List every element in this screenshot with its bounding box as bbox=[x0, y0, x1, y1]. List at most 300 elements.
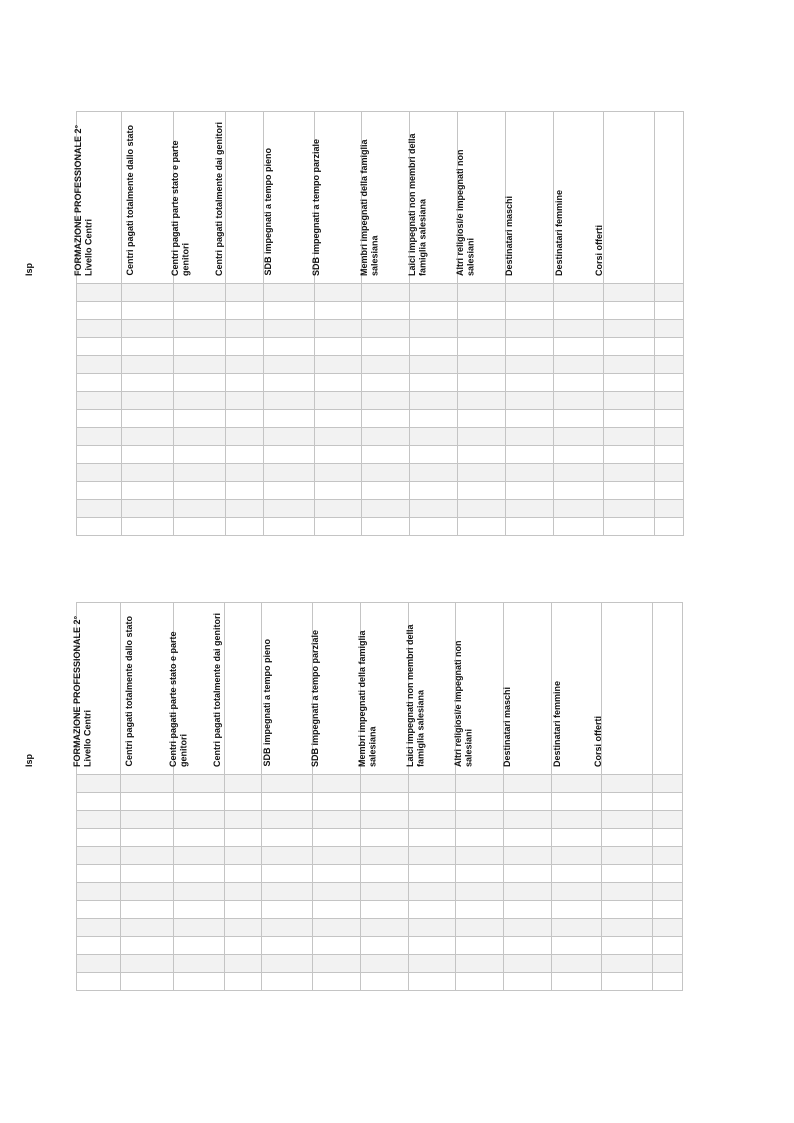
header-laici: Laici impegnati non membri della famiglia salesiana bbox=[458, 112, 506, 284]
table-cell bbox=[655, 428, 684, 446]
table-cell bbox=[504, 847, 552, 865]
table-cell bbox=[225, 883, 262, 901]
table-2 bbox=[23, 602, 683, 991]
table-cell bbox=[362, 482, 410, 500]
table-cell bbox=[122, 464, 174, 482]
header-formazione: FORMAZIONE PROFESSIONALE 2° Livello Centri bbox=[121, 603, 174, 775]
table-cell bbox=[174, 428, 226, 446]
table-cell bbox=[362, 518, 410, 536]
table-cell bbox=[409, 775, 456, 793]
table-cell bbox=[315, 464, 362, 482]
table-row bbox=[77, 883, 683, 901]
table-cell bbox=[313, 775, 361, 793]
table-cell bbox=[653, 865, 683, 883]
table-cell bbox=[653, 955, 683, 973]
table-cell bbox=[77, 446, 122, 464]
table-cell bbox=[174, 392, 226, 410]
table-cell bbox=[121, 901, 174, 919]
table-cell bbox=[554, 518, 604, 536]
table-cell bbox=[226, 518, 264, 536]
table-cell bbox=[456, 811, 504, 829]
table-cell bbox=[504, 937, 552, 955]
table-cell bbox=[602, 955, 653, 973]
table-cell bbox=[604, 356, 655, 374]
table-cell bbox=[456, 883, 504, 901]
table-cell bbox=[362, 320, 410, 338]
table-cell bbox=[506, 482, 554, 500]
table-cell bbox=[77, 518, 122, 536]
table-cell bbox=[604, 284, 655, 302]
table-cell bbox=[552, 829, 602, 847]
table-row bbox=[77, 775, 683, 793]
table-cell bbox=[552, 973, 602, 991]
header-corsi: Corsi offerti bbox=[653, 603, 683, 775]
table-cell bbox=[362, 428, 410, 446]
table-cell bbox=[409, 847, 456, 865]
table-cell bbox=[262, 829, 313, 847]
table-cell bbox=[506, 374, 554, 392]
table-cell bbox=[313, 883, 361, 901]
table-cell bbox=[315, 482, 362, 500]
table-cell bbox=[77, 919, 121, 937]
table-cell bbox=[262, 919, 313, 937]
table-cell bbox=[315, 338, 362, 356]
table-cell bbox=[410, 518, 458, 536]
table-cell bbox=[315, 356, 362, 374]
table-cell bbox=[410, 410, 458, 428]
table-cell bbox=[456, 847, 504, 865]
table-cell bbox=[458, 464, 506, 482]
table-cell bbox=[602, 775, 653, 793]
table-cell bbox=[409, 883, 456, 901]
table-cell bbox=[264, 518, 315, 536]
table-cell bbox=[506, 518, 554, 536]
table-cell bbox=[226, 446, 264, 464]
table-cell bbox=[554, 392, 604, 410]
table-cell bbox=[174, 901, 225, 919]
table-cell bbox=[174, 955, 225, 973]
table-cell bbox=[456, 793, 504, 811]
table-cell bbox=[458, 428, 506, 446]
table-cell bbox=[602, 829, 653, 847]
table-cell bbox=[122, 482, 174, 500]
table-cell bbox=[264, 284, 315, 302]
table-cell bbox=[77, 356, 122, 374]
table-cell bbox=[604, 338, 655, 356]
table-cell bbox=[552, 775, 602, 793]
table-cell bbox=[554, 356, 604, 374]
table-cell bbox=[77, 482, 122, 500]
table-cell bbox=[174, 284, 226, 302]
table-cell bbox=[315, 284, 362, 302]
table-cell bbox=[77, 829, 121, 847]
table-cell bbox=[552, 919, 602, 937]
table-cell bbox=[506, 392, 554, 410]
table-cell bbox=[122, 284, 174, 302]
table-cell bbox=[262, 955, 313, 973]
table-cell bbox=[313, 973, 361, 991]
table-cell bbox=[409, 865, 456, 883]
table-cell bbox=[121, 973, 174, 991]
table-cell bbox=[77, 320, 122, 338]
table-cell bbox=[315, 410, 362, 428]
table-cell bbox=[225, 901, 262, 919]
table-cell bbox=[655, 320, 684, 338]
table-cell bbox=[226, 356, 264, 374]
table-cell bbox=[653, 775, 683, 793]
table-cell bbox=[262, 793, 313, 811]
table-cell bbox=[361, 847, 409, 865]
table-cell bbox=[362, 500, 410, 518]
table-cell bbox=[225, 937, 262, 955]
table-cell bbox=[552, 955, 602, 973]
table-cell bbox=[122, 302, 174, 320]
table-cell bbox=[122, 374, 174, 392]
table-cell bbox=[174, 374, 226, 392]
table-cell bbox=[602, 883, 653, 901]
table-cell bbox=[226, 464, 264, 482]
table-cell bbox=[264, 356, 315, 374]
table-cell bbox=[602, 793, 653, 811]
table-cell bbox=[174, 356, 226, 374]
table-cell bbox=[77, 865, 121, 883]
table-cell bbox=[264, 392, 315, 410]
header-sdb-pieno: SDB impegnati a tempo pieno bbox=[313, 603, 361, 775]
table-row bbox=[77, 847, 683, 865]
table-cell bbox=[262, 865, 313, 883]
table-cell bbox=[315, 302, 362, 320]
table-cell bbox=[262, 937, 313, 955]
table-cell bbox=[506, 500, 554, 518]
table-cell bbox=[362, 392, 410, 410]
table-cell bbox=[604, 302, 655, 320]
table-cell bbox=[506, 428, 554, 446]
table-row bbox=[77, 428, 684, 446]
table-cell bbox=[602, 901, 653, 919]
table-cell bbox=[361, 919, 409, 937]
table-cell bbox=[458, 446, 506, 464]
table-cell bbox=[604, 392, 655, 410]
table-row bbox=[77, 955, 683, 973]
table-row bbox=[77, 482, 684, 500]
table-cell bbox=[552, 883, 602, 901]
table-cell bbox=[77, 883, 121, 901]
table-cell bbox=[226, 374, 264, 392]
header-laici: Laici impegnati non membri della famiglia salesiana bbox=[456, 603, 504, 775]
table-cell bbox=[410, 392, 458, 410]
table-cell bbox=[264, 446, 315, 464]
table-cell bbox=[506, 464, 554, 482]
table-cell bbox=[77, 284, 122, 302]
table-cell bbox=[655, 410, 684, 428]
table-cell bbox=[604, 482, 655, 500]
table-cell bbox=[554, 428, 604, 446]
table-cell bbox=[174, 919, 225, 937]
table-cell bbox=[313, 829, 361, 847]
table-cell bbox=[313, 937, 361, 955]
table-cell bbox=[456, 901, 504, 919]
table-cell bbox=[77, 811, 121, 829]
table-cell bbox=[458, 410, 506, 428]
header-membri: Membri impegnati della famiglia salesiana bbox=[410, 112, 458, 284]
table-cell bbox=[174, 883, 225, 901]
header-altri-religiosi: Altri religiosi/e impegnati non salesiani bbox=[504, 603, 552, 775]
table-cell bbox=[409, 919, 456, 937]
table-cell bbox=[122, 320, 174, 338]
table-cell bbox=[409, 829, 456, 847]
table-cell bbox=[504, 973, 552, 991]
table-cell bbox=[552, 847, 602, 865]
table-cell bbox=[174, 829, 225, 847]
table-cell bbox=[174, 973, 225, 991]
table-cell bbox=[655, 356, 684, 374]
table-cell bbox=[121, 829, 174, 847]
table-cell bbox=[315, 392, 362, 410]
table-cell bbox=[506, 320, 554, 338]
table-cell bbox=[174, 847, 225, 865]
table-cell bbox=[410, 284, 458, 302]
table-cell bbox=[506, 302, 554, 320]
table-cell bbox=[77, 847, 121, 865]
table-cell bbox=[554, 482, 604, 500]
table-row bbox=[77, 937, 683, 955]
table-cell bbox=[121, 883, 174, 901]
table-cell bbox=[77, 374, 122, 392]
table-cell bbox=[458, 482, 506, 500]
table-cell bbox=[361, 829, 409, 847]
table-cell bbox=[77, 428, 122, 446]
table-row bbox=[77, 338, 684, 356]
table-cell bbox=[362, 374, 410, 392]
table-cell bbox=[458, 518, 506, 536]
table-cell bbox=[552, 865, 602, 883]
table-cell bbox=[604, 374, 655, 392]
table-cell bbox=[602, 847, 653, 865]
table-cell bbox=[174, 811, 225, 829]
table-cell bbox=[361, 865, 409, 883]
table-cell bbox=[174, 518, 226, 536]
table-cell bbox=[410, 464, 458, 482]
header-destinatari-maschi: Destinatari maschi bbox=[552, 603, 602, 775]
table-cell bbox=[226, 410, 264, 428]
header-sdb-parziale: SDB impegnati a tempo parziale bbox=[362, 112, 410, 284]
table-cell bbox=[554, 320, 604, 338]
table-cell bbox=[122, 392, 174, 410]
header-sdb-parziale: SDB impegnati a tempo parziale bbox=[361, 603, 409, 775]
table-cell bbox=[225, 919, 262, 937]
table-cell bbox=[410, 374, 458, 392]
table-cell bbox=[362, 446, 410, 464]
table-cell bbox=[456, 865, 504, 883]
table-cell bbox=[122, 518, 174, 536]
table-cell bbox=[604, 410, 655, 428]
table-cell bbox=[225, 973, 262, 991]
table-cell bbox=[122, 500, 174, 518]
table-cell bbox=[458, 500, 506, 518]
table-cell bbox=[225, 829, 262, 847]
table-cell bbox=[121, 775, 174, 793]
table-cell bbox=[225, 865, 262, 883]
table-cell bbox=[77, 338, 122, 356]
table-cell bbox=[362, 356, 410, 374]
table-cell bbox=[362, 464, 410, 482]
table-cell bbox=[554, 302, 604, 320]
header-centri-stato: Centri pagati totalmente dallo stato bbox=[174, 112, 226, 284]
table-cell bbox=[362, 284, 410, 302]
table-cell bbox=[554, 410, 604, 428]
table-cell bbox=[122, 338, 174, 356]
table-cell bbox=[409, 901, 456, 919]
header-sdb-pieno: SDB impegnati a tempo pieno bbox=[315, 112, 362, 284]
table-row bbox=[77, 464, 684, 482]
table-cell bbox=[77, 302, 122, 320]
table-cell bbox=[506, 284, 554, 302]
table-cell bbox=[653, 793, 683, 811]
table-cell bbox=[264, 482, 315, 500]
table-cell bbox=[458, 320, 506, 338]
table-cell bbox=[361, 901, 409, 919]
table-cell bbox=[504, 775, 552, 793]
table-cell bbox=[653, 973, 683, 991]
table-cell bbox=[655, 518, 684, 536]
header-isp: Isp bbox=[77, 603, 121, 775]
table-cell bbox=[655, 302, 684, 320]
table-cell bbox=[77, 775, 121, 793]
table-cell bbox=[361, 775, 409, 793]
table-cell bbox=[655, 284, 684, 302]
table-row bbox=[77, 518, 684, 536]
table-cell bbox=[264, 500, 315, 518]
table-cell bbox=[655, 338, 684, 356]
table-cell bbox=[456, 919, 504, 937]
table-cell bbox=[226, 428, 264, 446]
table-cell bbox=[262, 847, 313, 865]
table-cell bbox=[653, 883, 683, 901]
table-cell bbox=[604, 428, 655, 446]
table-cell bbox=[655, 392, 684, 410]
table-cell bbox=[504, 829, 552, 847]
header-centri-genitori: Centri pagati totalmente dai genitori bbox=[264, 112, 315, 284]
header-centri-stato: Centri pagati totalmente dallo stato bbox=[174, 603, 225, 775]
table-cell bbox=[554, 446, 604, 464]
table-cell bbox=[77, 410, 122, 428]
table-cell bbox=[77, 464, 122, 482]
table-cell bbox=[653, 847, 683, 865]
table-cell bbox=[264, 410, 315, 428]
table-cell bbox=[262, 901, 313, 919]
table-cell bbox=[225, 811, 262, 829]
header-centri-parte: Centri pagati parte stato e parte genitori bbox=[225, 603, 262, 775]
table-cell bbox=[602, 973, 653, 991]
table-cell bbox=[315, 320, 362, 338]
table-cell bbox=[506, 446, 554, 464]
table-cell bbox=[315, 428, 362, 446]
table-cell bbox=[552, 937, 602, 955]
table-cell bbox=[362, 410, 410, 428]
table-cell bbox=[506, 338, 554, 356]
table-cell bbox=[554, 338, 604, 356]
table-cell bbox=[264, 464, 315, 482]
table-row bbox=[77, 793, 683, 811]
table-cell bbox=[554, 374, 604, 392]
table-cell bbox=[122, 410, 174, 428]
table-cell bbox=[313, 865, 361, 883]
table-cell bbox=[121, 847, 174, 865]
table-cell bbox=[174, 775, 225, 793]
table-cell bbox=[458, 356, 506, 374]
table-cell bbox=[506, 410, 554, 428]
table-cell bbox=[226, 320, 264, 338]
table-row bbox=[77, 374, 684, 392]
table-cell bbox=[226, 392, 264, 410]
table-cell bbox=[409, 811, 456, 829]
table-cell bbox=[655, 464, 684, 482]
table-cell bbox=[264, 302, 315, 320]
table-cell bbox=[361, 955, 409, 973]
table-cell bbox=[121, 955, 174, 973]
table-row bbox=[77, 410, 684, 428]
table-row bbox=[77, 392, 684, 410]
table-cell bbox=[77, 901, 121, 919]
table-cell bbox=[77, 793, 121, 811]
table-cell bbox=[504, 865, 552, 883]
table-cell bbox=[77, 500, 122, 518]
table-cell bbox=[226, 284, 264, 302]
table-cell bbox=[225, 847, 262, 865]
table-cell bbox=[313, 793, 361, 811]
table-cell bbox=[315, 500, 362, 518]
table-cell bbox=[362, 338, 410, 356]
table-cell bbox=[174, 500, 226, 518]
table-row bbox=[77, 356, 684, 374]
table-cell bbox=[262, 883, 313, 901]
table-cell bbox=[602, 919, 653, 937]
table-cell bbox=[77, 973, 121, 991]
table-cell bbox=[552, 901, 602, 919]
table-cell bbox=[604, 518, 655, 536]
header-destinatari-femmine: Destinatari femmine bbox=[602, 603, 653, 775]
table-cell bbox=[504, 901, 552, 919]
table-cell bbox=[409, 955, 456, 973]
table-1 bbox=[24, 111, 684, 536]
table-row bbox=[77, 284, 684, 302]
header-altri-religiosi: Altri religiosi/e impegnati non salesiani bbox=[506, 112, 554, 284]
table-cell bbox=[410, 320, 458, 338]
table-cell bbox=[458, 284, 506, 302]
table-cell bbox=[653, 811, 683, 829]
table-cell bbox=[410, 356, 458, 374]
header-row bbox=[77, 112, 684, 284]
table-row bbox=[77, 973, 683, 991]
header-centri-parte: Centri pagati parte stato e parte genitori bbox=[226, 112, 264, 284]
table-cell bbox=[174, 937, 225, 955]
table-cell bbox=[77, 392, 122, 410]
header-corsi: Corsi offerti bbox=[655, 112, 684, 284]
table-cell bbox=[174, 410, 226, 428]
table-cell bbox=[458, 392, 506, 410]
table-cell bbox=[504, 919, 552, 937]
table-cell bbox=[313, 919, 361, 937]
table-cell bbox=[313, 847, 361, 865]
table-cell bbox=[174, 793, 225, 811]
table-cell bbox=[604, 446, 655, 464]
table-cell bbox=[361, 811, 409, 829]
table-cell bbox=[602, 865, 653, 883]
table-cell bbox=[655, 500, 684, 518]
table-cell bbox=[410, 500, 458, 518]
table-row bbox=[77, 320, 684, 338]
table-row bbox=[77, 919, 683, 937]
